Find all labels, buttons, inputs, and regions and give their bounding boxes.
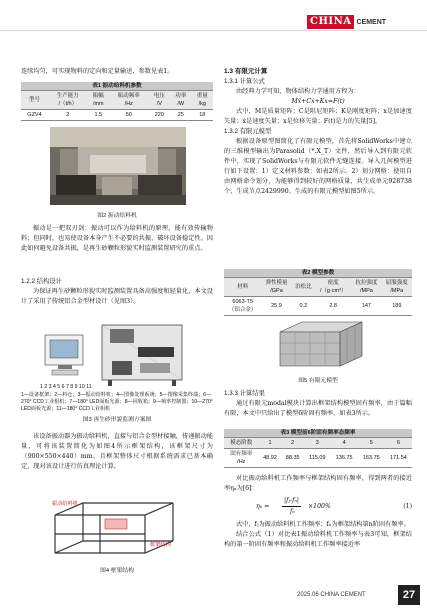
logo-china: CHINA <box>307 15 354 29</box>
section-1-2-2: 1.2.2 结构设计 <box>21 278 62 285</box>
t3-c6: 171.54 <box>385 449 412 468</box>
eq2-right: ×100% <box>308 503 331 510</box>
right-bottom-block <box>224 474 412 550</box>
t2-c5: 189 <box>382 297 412 316</box>
left-para4-block <box>21 432 213 472</box>
t1-h2: 振幅 /mm <box>88 91 109 110</box>
para-results: 通过有限元modal模块计算出框架结构模型固有频率，由于篇幅有限，本文中只给出了模型6阶固有频率，如表3所示。 <box>224 400 412 417</box>
para-structure: 为保证再生砂颗粒形貌实时监测装置具备高强度和轻量化，本文设计了采用了传统铝合金型材设计（见图3）。 <box>21 288 213 305</box>
para-frame: 该设备振动器为振动给料机，直接与铝合金型材接触，传递振动能量，可将该装置简化为如图4所示框架结构，该框架尺寸为（900×550×440）mm。且框架整体尺寸根据系统需求已基本确定，现对该设计进行仿真理论计算。 <box>21 433 213 470</box>
t2-c0: 6063-T5 （铝合金） <box>224 297 261 316</box>
fig4-label-frame: 框架结构 <box>150 542 171 548</box>
fe-model-figure <box>270 318 370 372</box>
t3-h1: 1 <box>259 438 282 449</box>
t3-h4: 4 <box>331 438 358 449</box>
table3-caption: 表3 模型前6阶固有频率态频率 <box>224 429 412 437</box>
t2-h4: 抗拉强度 /MPa <box>351 278 381 297</box>
t3-c4: 136.75 <box>331 449 358 468</box>
t3-h3: 3 <box>304 438 331 449</box>
page-number: 27 <box>398 585 420 605</box>
fig3-caption: 图3 再生砂形貌监测方案图 <box>82 417 152 423</box>
journal-logo <box>307 15 386 29</box>
section-1-3-3: 1.3.3 计算结果 <box>224 390 265 397</box>
fig4-label-feeder: 振动给料机 <box>52 501 78 507</box>
right-results-block <box>224 389 412 419</box>
t1-h1: 生产能力 /（t/h） <box>48 91 88 110</box>
eq2-numerator: |fⱼ-fₙ| <box>282 496 301 507</box>
equation-motion: Mẍ+Cẋ+Kx=F(t) <box>291 98 345 105</box>
para-matrix-def: 式中，M是质量矩阵；C是阻尼矩阵；K是刚度矩阵；x是加速度矢量；ẋ是速度矢量；x是位移矢量；F(t)是力的矢量[5]。 <box>224 108 412 125</box>
fig3-legend: 1—设备框架；2—料仓；3—振动给料机；4—图像处理系统；5—图像采集终端；6—270° CCD工业相机；7—180° LED面板光源；8—回收箱；9—频率控制器；10—270° LED面板光源；11—180° CCD工业相机 <box>21 392 213 412</box>
table2-grid <box>224 277 412 316</box>
t3-h2: 2 <box>281 438 304 449</box>
t2-c1: 25.9 <box>261 297 291 316</box>
table2 <box>224 269 412 316</box>
fig4-caption: 图4 框架结构 <box>100 568 134 574</box>
t3-c5: 163.75 <box>358 449 385 468</box>
t3-c1: 48.92 <box>259 449 282 468</box>
t2-h5: 屈服强度 /MPa <box>382 278 412 297</box>
logo-cement: CEMENT <box>356 18 387 26</box>
t1-c4: 220 <box>149 110 170 121</box>
intro-text: 连续均匀，可实现物料的定向和定量输送，参数见表1。 <box>21 68 174 75</box>
right-column-top <box>224 67 412 197</box>
left-column <box>21 67 213 77</box>
vibrating-feeder-photo <box>50 127 186 205</box>
t1-c0: GZV4 <box>21 110 48 121</box>
para-symbols: 式中，fⱼ为振动给料机工作频率；fₙ为框架结构第n阶固有频率。 <box>236 521 410 528</box>
t2-c4: 147 <box>351 297 381 316</box>
t1-c5: 25 <box>170 110 191 121</box>
t2-h2: 泊松比 <box>292 278 315 297</box>
para-vibration: 振动是一把双刃剑：振动可以作为给料机的原理，能有效传输物料；但同时，也易使设备本身产生不必要的共振，破坏设备稳定性。因此如何避免设备共振，是再生砂颗粒形貌实时监测装置研究的重点。 <box>21 225 213 252</box>
para-proximity: 对比振动给料机工作频率与框架结构固有频率，得到两者的接近率ηₙ为[6]： <box>224 475 412 492</box>
t3-h5: 5 <box>358 438 385 449</box>
footer-issue: 2025.06 CHINA CEMENT <box>297 592 366 598</box>
table2-caption: 表2 模型参数 <box>224 269 412 277</box>
t1-h6: 重量 /kg <box>192 91 214 110</box>
t1-c3: 50 <box>109 110 149 121</box>
fig2-caption: 图2 振动给料机 <box>97 213 137 219</box>
table3-grid <box>224 437 412 468</box>
t3-h0: 模态阶数 <box>224 438 259 449</box>
table1-caption: 表1 振动给料机参数 <box>21 82 213 90</box>
t3-c2: 88.35 <box>281 449 304 468</box>
table3 <box>224 429 412 468</box>
section-1-3-1: 1.3.1 计算公式 <box>224 78 265 85</box>
t3-h6: 6 <box>385 438 412 449</box>
t2-c2: 0.2 <box>292 297 315 316</box>
t3-c0: 固有频率 /Hz <box>224 449 259 468</box>
t1-h4: 电压 /V <box>149 91 170 110</box>
para-mechanics: 由经典力学可知，物体结构力学通用方程为： <box>236 88 360 95</box>
t2-h1: 弹性模量 /GPa <box>261 278 291 297</box>
fig3-numbers: 1 2 3 4 5 6 7 8 9 10 11 <box>40 384 92 390</box>
header-rule <box>0 30 427 31</box>
t1-c6: 18 <box>192 110 214 121</box>
t1-h3: 振动频率 /Hz <box>109 91 149 110</box>
equation-proximity <box>224 494 412 520</box>
para-compare: 结合公式（1）对比表1振动给料机工作频率与表3可知，框架结构的第一阶固有频率和振动给料机工作频率接近率 <box>224 531 412 548</box>
section-1-3: 1.3 有限元计算 <box>224 68 268 75</box>
t2-h3: 密度 /（g·cm³） <box>315 278 351 297</box>
table1-grid <box>21 90 213 121</box>
left-para2 <box>21 224 213 254</box>
t1-h0: 型号 <box>21 91 48 110</box>
t1-c2: 1.5 <box>88 110 109 121</box>
fig5-caption: 图5 有限元模型 <box>298 378 338 384</box>
section-1-3-2: 1.3.2 有限元模型 <box>224 128 272 135</box>
t1-h5: 功率 /W <box>170 91 191 110</box>
t2-h0: 材料 <box>224 278 261 297</box>
eq2-denominator: fₙ <box>290 508 295 515</box>
eq2-number: (1) <box>403 503 412 510</box>
t3-c3: 115.09 <box>304 449 331 468</box>
monitoring-scheme-figure <box>40 317 190 391</box>
left-sec122-block <box>21 277 213 307</box>
para-fe-model: 根据设备原型图简化了有限元模型，首先将SolidWorks中建立的三维模型输出为Parasolid（*.X_T）文件，然后导入到有限元软件中，实现了SolidWorks与有限元软件无缝连接。导入几何模型进行如下设置：1）定义材料参数：如表2所示。2）划分网格：使用自由网格命令划分，为能够得到较好的网格质量，共生成单元928738个，生成节点2429990。生成的有限元模型如图5所示。 <box>224 138 412 195</box>
t2-c3: 2.8 <box>315 297 351 316</box>
t1-c1: 2 <box>48 110 88 121</box>
table1 <box>21 82 213 121</box>
eq2-left: ηₙ = <box>256 503 270 510</box>
